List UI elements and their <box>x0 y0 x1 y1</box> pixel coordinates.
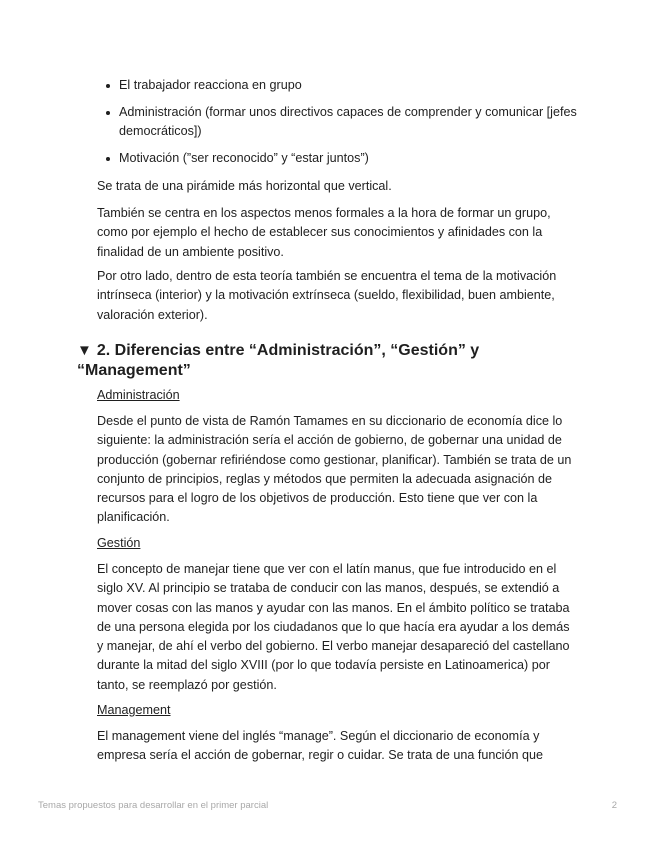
subheading-management: Management <box>97 703 171 717</box>
page-number: 2 <box>611 800 617 811</box>
paragraph-gestion: El concepto de manejar tiene que ver con el latín manus, que fue introducido en el siglo XV. Al principio se trataba de conducir con las manos, después, se extendió a mover cosas con las manos y ayudar con las manos. En el ámbito político se trataba de una persona elegida por los ciudadanos que lo que hacía era ayudar a los demás y manejar, de ahí el verbo del gobierno. El verbo manejar desapareció del castellano durante la mitad del siglo XVIII (por lo que todavía persiste en Latinoamerica) por tanto, se reemplazó por gestión. <box>97 562 570 692</box>
paragraph-informales: También se centra en los aspectos menos formales a la hora de formar un grupo, como por ejemplo el hecho de establecer sus conocimientos y afinidades con la finalidad de un ambiente positivo. <box>97 206 551 259</box>
list-item: El trabajador reacciona en grupo <box>97 76 577 95</box>
paragraph-administracion: Desde el punto de vista de Ramón Tamames en su diccionario de economía dice lo siguiente: la administración sería el acción de gobierno, de gobernar una unidad de producción (gobernar refiriéndose como gestionar, planificar). También se trata de un conjunto de principios, reglas y métodos que permiten la adecuada asignación de recursos para el logro de los objetivos de producción. Esto tiene que ver con la planificación. <box>97 414 572 525</box>
list-item: Administración (formar unos directivos capaces de comprender y comunicar [jefes democráticos]) <box>97 103 577 141</box>
paragraph-piramide: Se trata de una pirámide más horizontal que vertical. <box>97 179 392 193</box>
list-item: Motivación (”ser reconocido” y “estar juntos”) <box>97 149 577 168</box>
subheading-gestion: Gestión <box>97 536 141 550</box>
toggle-triangle-icon[interactable]: ▼ <box>77 342 92 359</box>
section-title: 2. Diferencias entre “Administración”, “Gestión” y “Management” <box>77 342 480 379</box>
paragraph-management: El management viene del inglés “manage”. Según el diccionario de economía y empresa sería el acción de gobernar, regir o cuidar. Se trata de una función que <box>97 729 543 763</box>
bullet-list <box>97 76 577 176</box>
section-heading[interactable] <box>77 341 547 381</box>
subheading-administracion: Administración <box>97 388 180 402</box>
paragraph-motivacion: Por otro lado, dentro de esta teoría también se encuentra el tema de la motivación intrínseca (interior) y la motivación extrínseca (sueldo, flexibilidad, buen ambiente, valoración exterior). <box>97 269 557 322</box>
footer-title: Temas propuestos para desarrollar en el primer parcial <box>38 800 269 811</box>
